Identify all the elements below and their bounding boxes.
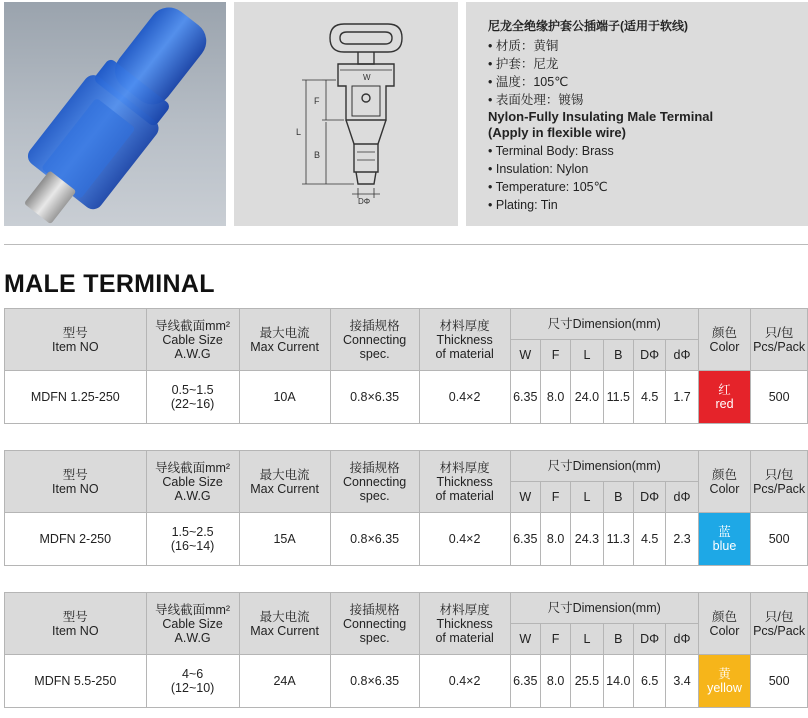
header-pcs-pack bbox=[751, 451, 808, 513]
header-cn: 最大电流 bbox=[259, 609, 310, 624]
header-dim-col: F bbox=[540, 624, 570, 655]
section-title: MALE TERMINAL bbox=[4, 270, 215, 298]
header-max-current bbox=[239, 593, 330, 655]
header-en: A.W.G bbox=[174, 488, 211, 503]
color-cn: 红 bbox=[718, 383, 731, 397]
header-cn: 接插规格 bbox=[349, 318, 400, 333]
cell-max-current: 24A bbox=[239, 655, 330, 708]
header-cn: 型号 bbox=[62, 467, 88, 482]
cell-dimension: 4.5 bbox=[633, 513, 665, 566]
header-en: Cable Size bbox=[162, 474, 223, 489]
color-en: yellow bbox=[707, 681, 742, 695]
header-en: spec. bbox=[359, 488, 390, 503]
header-cn: 颜色 bbox=[711, 325, 737, 340]
cell-connecting-spec: 0.8×6.35 bbox=[330, 655, 419, 708]
spec-title-en-line2: (Apply in flexible wire) bbox=[488, 125, 626, 140]
header-connecting-spec bbox=[330, 593, 419, 655]
cell-dimension: 8.0 bbox=[540, 655, 570, 708]
header-dim-col: L bbox=[571, 624, 603, 655]
header-dim-col: L bbox=[571, 340, 603, 371]
cell-dimension: 25.5 bbox=[571, 655, 603, 708]
color-cn: 蓝 bbox=[718, 525, 731, 539]
header-en: Max Current bbox=[250, 481, 319, 496]
header-color bbox=[698, 451, 751, 513]
spec-item-cn: • 表面处理：镀锡 bbox=[488, 91, 583, 109]
header-dim-col: dΦ bbox=[666, 624, 698, 655]
header-en: Color bbox=[709, 481, 740, 496]
header-color bbox=[698, 593, 751, 655]
header-dim-col: W bbox=[510, 482, 540, 513]
cell-dimension: 24.3 bbox=[571, 513, 603, 566]
header-en: of material bbox=[435, 346, 494, 361]
cell-dimension: 8.0 bbox=[540, 513, 570, 566]
header-en: Item NO bbox=[52, 623, 99, 638]
header-cn: 接插规格 bbox=[349, 602, 400, 617]
section-divider bbox=[4, 244, 808, 245]
cell-dimension: 6.35 bbox=[510, 371, 540, 424]
header-cn: 导线截面mm² bbox=[155, 602, 231, 617]
cell-dimension: 6.35 bbox=[510, 513, 540, 566]
cell-thickness: 0.4×2 bbox=[419, 655, 510, 708]
table-row bbox=[5, 655, 808, 708]
header-max-current bbox=[239, 451, 330, 513]
cell-thickness: 0.4×2 bbox=[419, 513, 510, 566]
cell-dimension: 11.3 bbox=[603, 513, 633, 566]
cell-cable-size bbox=[146, 513, 239, 566]
header-en: Item NO bbox=[52, 481, 99, 496]
header-en: Pcs/Pack bbox=[753, 481, 806, 496]
table-row bbox=[5, 371, 808, 424]
header-dim-col: B bbox=[603, 340, 633, 371]
header-cn: 颜色 bbox=[711, 609, 737, 624]
cell-max-current: 15A bbox=[239, 513, 330, 566]
cable-awg: (12~10) bbox=[170, 681, 215, 695]
header-dim-col: DΦ bbox=[633, 340, 665, 371]
header-dimension: 尺寸Dimension(mm) bbox=[510, 309, 698, 340]
header-en: Connecting bbox=[342, 474, 407, 489]
header-cn: 导线截面mm² bbox=[155, 318, 231, 333]
cable-awg: (16~14) bbox=[170, 539, 215, 553]
header-en: A.W.G bbox=[174, 630, 211, 645]
header-pcs-pack bbox=[751, 593, 808, 655]
header-en: Thickness bbox=[436, 332, 493, 347]
header-dim-col: DΦ bbox=[633, 482, 665, 513]
header-en: of material bbox=[435, 630, 494, 645]
header-cn: 材料厚度 bbox=[439, 318, 490, 333]
spec-item-cn: • 材质：黄铜 bbox=[488, 37, 583, 55]
terminal-dimension-diagram bbox=[234, 2, 458, 226]
header-cn: 型号 bbox=[62, 325, 88, 340]
header-thickness bbox=[419, 309, 510, 371]
header-cn: 只/包 bbox=[764, 325, 794, 340]
color-cn: 黄 bbox=[718, 667, 731, 681]
header-thickness bbox=[419, 451, 510, 513]
header-en: Color bbox=[709, 339, 740, 354]
cell-item-no: MDFN 5.5-250 bbox=[5, 655, 147, 708]
spec-item-en: • Temperature: 105℃ bbox=[488, 178, 614, 196]
header-en: Pcs/Pack bbox=[753, 339, 806, 354]
cell-dimension: 6.35 bbox=[510, 655, 540, 708]
header-dim-col: F bbox=[540, 340, 570, 371]
header-dim-col: dΦ bbox=[666, 340, 698, 371]
color-en: blue bbox=[712, 539, 737, 553]
spec-title-en bbox=[488, 109, 713, 141]
header-en: Color bbox=[709, 623, 740, 638]
cell-dimension: 4.5 bbox=[633, 371, 665, 424]
header-cn: 只/包 bbox=[764, 467, 794, 482]
cell-cable-size bbox=[146, 371, 239, 424]
header-cn: 颜色 bbox=[711, 467, 737, 482]
header-dim-col: L bbox=[571, 482, 603, 513]
cell-thickness: 0.4×2 bbox=[419, 371, 510, 424]
spec-item-en: • Terminal Body: Brass bbox=[488, 142, 614, 160]
cell-dimension: 14.0 bbox=[603, 655, 633, 708]
header-en: Connecting bbox=[342, 332, 407, 347]
header-en: Thickness bbox=[436, 474, 493, 489]
cable-awg: (22~16) bbox=[170, 397, 215, 411]
header-en: Cable Size bbox=[162, 616, 223, 631]
dim-label-f: F bbox=[314, 96, 320, 106]
header-thickness bbox=[419, 593, 510, 655]
header-dim-col: dΦ bbox=[666, 482, 698, 513]
header-en: Cable Size bbox=[162, 332, 223, 347]
color-en: red bbox=[715, 397, 734, 411]
dim-label-l: L bbox=[296, 127, 302, 137]
header-en: Item NO bbox=[52, 339, 99, 354]
spec-item-en: • Insulation: Nylon bbox=[488, 160, 614, 178]
cell-connecting-spec: 0.8×6.35 bbox=[330, 371, 419, 424]
cell-dimension: 3.4 bbox=[666, 655, 698, 708]
cell-dimension: 24.0 bbox=[571, 371, 603, 424]
cable-mm: 1.5~2.5 bbox=[171, 525, 214, 539]
header-item-no bbox=[5, 451, 147, 513]
header-en: Thickness bbox=[436, 616, 493, 631]
dim-label-b: B bbox=[314, 150, 321, 160]
cell-dimension: 8.0 bbox=[540, 371, 570, 424]
cable-mm: 0.5~1.5 bbox=[171, 383, 214, 397]
spec-list-en bbox=[488, 142, 614, 214]
header-cable-size bbox=[146, 309, 239, 371]
spec-table bbox=[4, 450, 808, 566]
spec-item-cn: • 护套：尼龙 bbox=[488, 55, 583, 73]
header-en: Max Current bbox=[250, 623, 319, 638]
header-max-current bbox=[239, 309, 330, 371]
header-connecting-spec bbox=[330, 309, 419, 371]
product-header bbox=[0, 0, 808, 228]
header-dimension: 尺寸Dimension(mm) bbox=[510, 451, 698, 482]
cell-item-no: MDFN 2-250 bbox=[5, 513, 147, 566]
cell-pcs-pack: 500 bbox=[751, 655, 808, 708]
cell-max-current: 10A bbox=[239, 371, 330, 424]
cell-pcs-pack: 500 bbox=[751, 371, 808, 424]
spec-item-en: • Plating: Tin bbox=[488, 196, 614, 214]
header-cn: 型号 bbox=[62, 609, 88, 624]
header-en: A.W.G bbox=[174, 346, 211, 361]
header-dimension: 尺寸Dimension(mm) bbox=[510, 593, 698, 624]
header-dim-col: W bbox=[510, 624, 540, 655]
header-cn: 材料厚度 bbox=[439, 460, 490, 475]
header-en: Max Current bbox=[250, 339, 319, 354]
cable-mm: 4~6 bbox=[181, 667, 204, 681]
header-dim-col: DΦ bbox=[633, 624, 665, 655]
cell-dimension: 1.7 bbox=[666, 371, 698, 424]
dim-label-d: DΦ bbox=[358, 197, 371, 206]
terminal-photo-graphic bbox=[4, 2, 226, 226]
header-cn: 最大电流 bbox=[259, 467, 310, 482]
dimension-drawing bbox=[234, 2, 458, 226]
header-cable-size bbox=[146, 451, 239, 513]
header-dim-col: W bbox=[510, 340, 540, 371]
cell-connecting-spec: 0.8×6.35 bbox=[330, 513, 419, 566]
cell-dimension: 11.5 bbox=[603, 371, 633, 424]
header-cn: 导线截面mm² bbox=[155, 460, 231, 475]
spec-title-en-line1: Nylon-Fully Insulating Male Terminal bbox=[488, 109, 714, 124]
spec-panel bbox=[466, 2, 808, 226]
header-cn: 接插规格 bbox=[349, 460, 400, 475]
spec-item-cn: • 温度：105℃ bbox=[488, 73, 583, 91]
header-dim-col: F bbox=[540, 482, 570, 513]
header-cn: 最大电流 bbox=[259, 325, 310, 340]
header-dim-col: B bbox=[603, 482, 633, 513]
cell-color-swatch bbox=[698, 513, 751, 566]
cell-pcs-pack: 500 bbox=[751, 513, 808, 566]
header-connecting-spec bbox=[330, 451, 419, 513]
header-pcs-pack bbox=[751, 309, 808, 371]
header-cable-size bbox=[146, 593, 239, 655]
product-photo bbox=[4, 2, 226, 226]
header-color bbox=[698, 309, 751, 371]
spec-title-cn: 尼龙全绝缘护套公插端子(适用于软线) bbox=[488, 19, 688, 33]
header-en: of material bbox=[435, 488, 494, 503]
cell-dimension: 6.5 bbox=[633, 655, 665, 708]
cell-cable-size bbox=[146, 655, 239, 708]
header-cn: 只/包 bbox=[764, 609, 794, 624]
header-dim-col: B bbox=[603, 624, 633, 655]
header-en: spec. bbox=[359, 346, 390, 361]
cell-color-swatch bbox=[698, 655, 751, 708]
cell-dimension: 2.3 bbox=[666, 513, 698, 566]
dim-label-w: W bbox=[363, 73, 371, 82]
table-row bbox=[5, 513, 808, 566]
header-item-no bbox=[5, 593, 147, 655]
cell-color-swatch bbox=[698, 371, 751, 424]
spec-list-cn bbox=[488, 37, 583, 109]
header-cn: 材料厚度 bbox=[439, 602, 490, 617]
spec-table bbox=[4, 308, 808, 424]
spec-table bbox=[4, 592, 808, 708]
cell-item-no: MDFN 1.25-250 bbox=[5, 371, 147, 424]
header-en: spec. bbox=[359, 630, 390, 645]
header-item-no bbox=[5, 309, 147, 371]
header-en: Pcs/Pack bbox=[753, 623, 806, 638]
header-en: Connecting bbox=[342, 616, 407, 631]
